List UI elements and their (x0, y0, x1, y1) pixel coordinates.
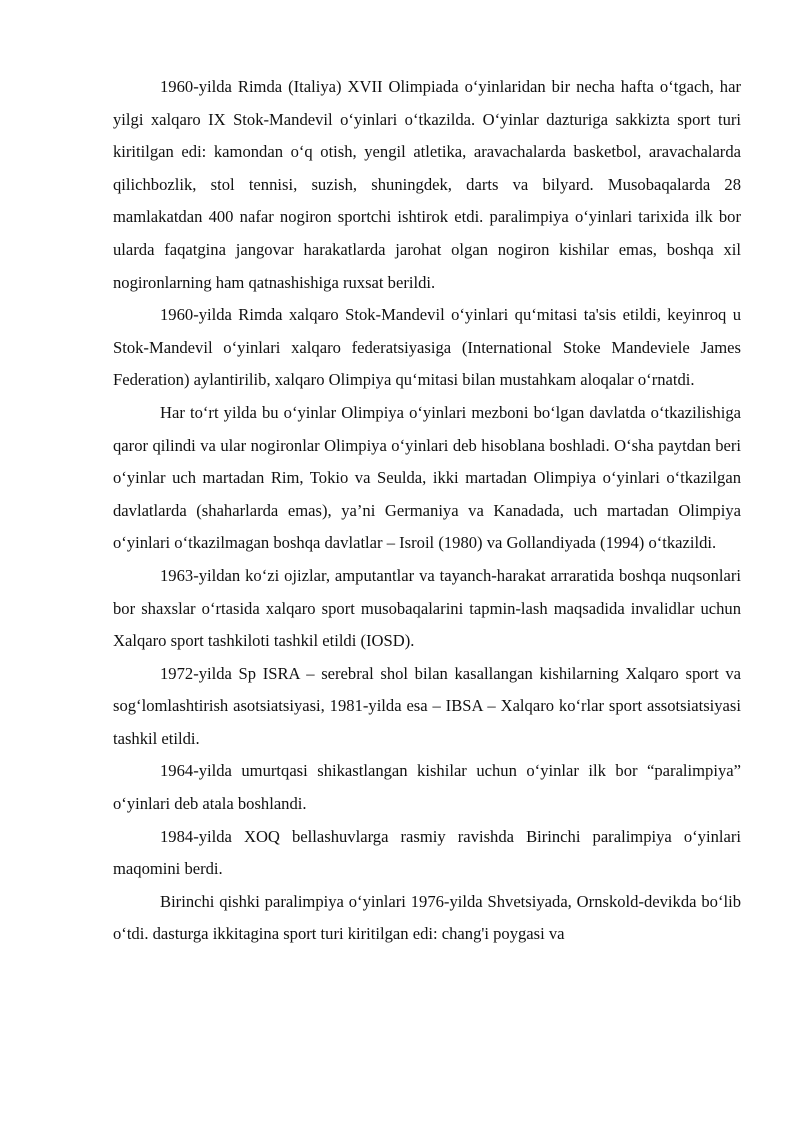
paragraph-committee-founded: 1960-yilda Rimda xalqaro Stok-Mandevil o‘yinlari qu‘mitasi ta'sis etildi, keyinroq u Stok-Mandevil o‘yinlari xalqaro federatsiyasiga (International Stoke Mandeviele James Federation) aylantirilib, xalqaro Olimpiya qu‘mitasi bilan mustahkam aloqalar o‘rnatdi. (113, 305, 741, 390)
paragraph-cp-isra-ibsa: 1972-yilda Sp ISRA – serebral shol bilan kasallangan kishilarning Xalqaro sport va sog‘lomlashtirish asotsiatsiyasi, 1981-yilda esa – IBSA – Xalqaro ko‘rlar sport assotsiatsiyasi tashkil etildi. (113, 663, 741, 748)
paragraph-stoke-mandeville-1960: 1960-yilda Rimda (Italiya) XVII Olimpiada o‘yinlaridan bir necha hafta o‘tgach, har yilgi xalqaro IX Stok-Mandevil o‘yinlari o‘tkazilda. O‘yinlar dazturiga sakkizta sport turi kiritilgan edi: kamondan o‘q otish, yengil atletika, aravachalarda basketbol, aravachalarda qilichbozlik, stol tennisi, suzish, shuningdek, darts va bilyard. Musobaqalarda 28 mamlakatdan 400 nafar nogiron sportchi ishtirok etdi. paralimpiya o‘yinlari tarixida ilk bor ularda faqatgina jangovar harakatlarda jarohat olgan nogiron kishilar emas, boshqa xil nogironlarning ham qatnashishiga ruxsat berildi. (113, 77, 741, 292)
body-text (113, 71, 741, 951)
paragraph-first-winter-games: Birinchi qishki paralimpiya o‘yinlari 1976-yilda Shvetsiyada, Ornskold-devikda bo‘lib o‘tdi. dasturga ikkitagina sport turi kiritilgan edi: chang'i poygasi va (113, 891, 741, 944)
paragraph-host-countries: Har to‘rt yilda bu o‘yinlar Olimpiya o‘yinlari mezboni bo‘lgan davlatda o‘tkazilishiga qaror qilindi va ular nogironlar Olimpiya o‘yinlari deb hisoblana boshladi. O‘sha paytdan beri o‘yinlar uch martadan Rim, Tokio va Seulda, ikki martadan Olimpiya o‘yinlari o‘tkazilgan davlatlarda (shaharlarda emas), ya’ni Germaniya va Kanadada, uch martadan Olimpiya o‘yinlari o‘tkazilmagan boshqa davlatlar – Isroil (1980) va Gollandiyada (1994) o‘tkazildi. (113, 402, 741, 553)
paragraph-ioc-status: 1984-yilda XOQ bellashuvlarga rasmiy ravishda Birinchi paralimpiya o‘yinlari maqomini berdi. (113, 826, 741, 879)
paragraph-paralympic-name: 1964-yilda umurtqasi shikastlangan kishilar uchun o‘yinlar ilk bor “paralimpiya” o‘yinlari deb atala boshlandi. (113, 761, 741, 814)
paragraph-iosd: 1963-yildan ko‘zi ojizlar, amputantlar va tayanch-harakat arraratida boshqa nuqsonlari bor shaxslar o‘rtasida xalqaro sport musobaqalarini tapmin-lash maqsadida invalidlar uchun Xalqaro sport tashkiloti tashkil etildi (IOSD). (113, 565, 741, 651)
